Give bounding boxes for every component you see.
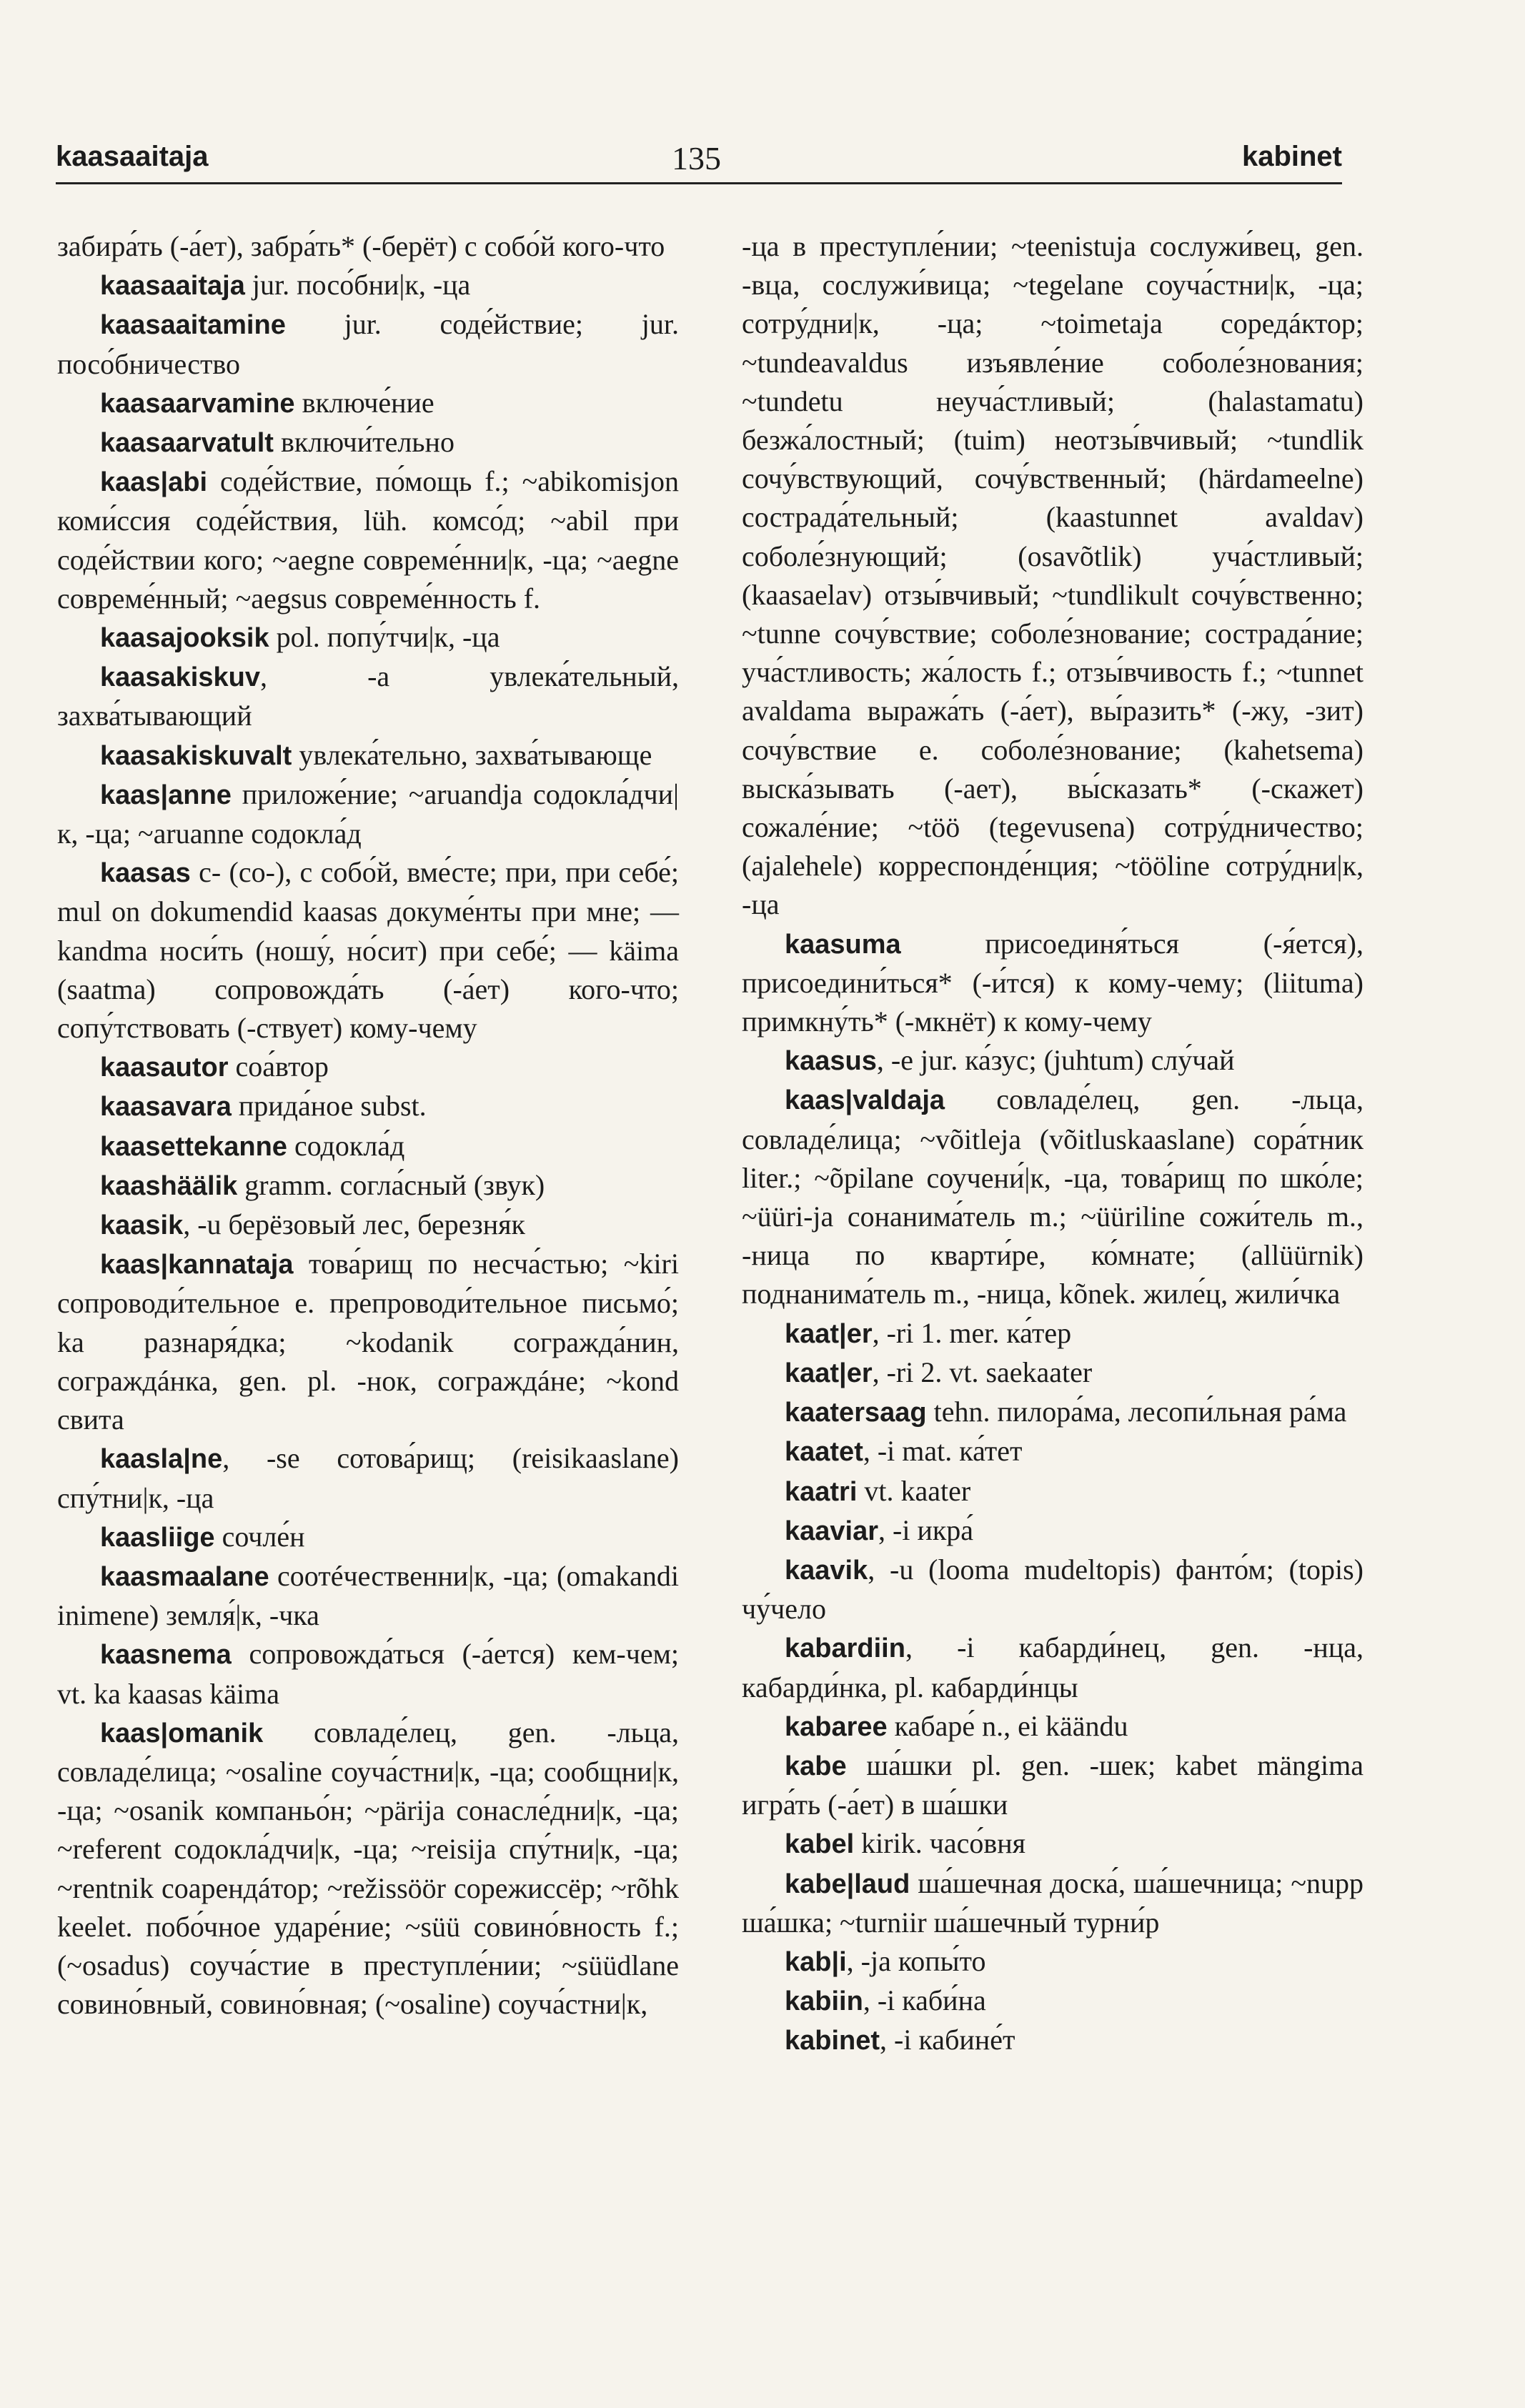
running-head	[56, 139, 1342, 184]
entry-text: , -e jur. ка́зус; (juhtum) слу́чай	[876, 1044, 1235, 1077]
entry-text: ша́шечная доска́, ша́шечница; ~nupp ша́шка; ~turniir ша́шечный турни́р	[742, 1866, 1363, 1939]
headword: kaasla|ne	[100, 1444, 223, 1475]
headword: kabe	[785, 1751, 847, 1781]
entry-text: содокла́д	[294, 1129, 405, 1162]
headword: kaat|er	[785, 1318, 873, 1349]
headword: kaas|omanik	[100, 1718, 264, 1748]
entry-text: , -ja копы́то	[846, 1944, 986, 1977]
entry-text: увлека́тельно, захва́тывающе	[299, 738, 652, 771]
entry-text: -ца в преступле́нии; ~teenistuja сослужи́вец, gen. -вца, сослужи́вица; ~tegelane соуча́стни|к, -ца; сотру́дни|к, -ца; ~toimetaja соредáктор; ~tundeavaldus изъявле́ние соболе́знования; ~tundetu неуча́стливый; (halastamatu) безжа́лостный; (tuim) неотзы́вчивый; ~tundlik сочу́вствующий, сочу́вственный; (härdameelne) сострада́тельный; (kaastunnet avaldav) соболе́знующий; (osavõtlik) уча́стливый; (kaasaelav) отзы́вчивый; ~tundlikult сочу́вственно; ~tunne сочу́вствие; соболе́знование; сострада́ние; уча́стливость; жа́лость f.; отзы́вчивость f.; ~tunnet avaldama выража́ть (-а́ет), вы́разить* (-жу, -зит) сочу́вствие e. соболе́знование; (kahetsema) выска́зывать (-ает), вы́сказать* (-скажет) сожале́ние; ~töö (tegevusena) сотру́дничество; (ajalehele) корреспонде́нция; ~tööline сотру́дни|к, -ца	[742, 230, 1363, 921]
dictionary-entry	[742, 1746, 1363, 1824]
entry-text: приложе́ние; ~aruandja содокла́дчи|к, -ца; ~aruanne содокла́д	[57, 777, 680, 850]
headword: kab|i	[785, 1946, 847, 1977]
headword: kabe|laud	[785, 1869, 910, 1899]
headword: kaasavara	[100, 1092, 232, 1123]
headword: kabel	[785, 1829, 855, 1860]
entry-text: кабаре́ n., ei käändu	[894, 1709, 1128, 1742]
entry-text: , -ri 2. vt. saekaater	[872, 1355, 1093, 1388]
headword: kaasakiskuv	[100, 662, 260, 693]
entry-text: сопровожда́ться (-а́ется) кем-чем; vt. ka kaasas käima	[57, 1638, 679, 1710]
dictionary-entry	[57, 1635, 679, 1713]
entry-text: pol. попу́тчи|к, -ца	[276, 621, 500, 654]
headword: kaasaarvatult	[100, 428, 274, 459]
dictionary-entry	[742, 1942, 1363, 1981]
entry-text: совладе́лец, gen. -льца, совладе́лица; ~võitleja (võitluskaaslane) сора́тник liter.; ~õpilane соучени́|к, -ца, това́рищ по шко́ле; ~üüri-ja сонанима́тель m.; ~üüriline сожи́тель m., -ница по кварти́ре, ко́мнате; (allüürnik) поднанима́тель m., -ница, kõnek. жиле́ц, жили́чка	[742, 1083, 1363, 1310]
headword: kabinet	[785, 2026, 880, 2056]
entry-text: соотéчественни|к, -ца; (omakandi inimene) земля́|к, -чка	[57, 1559, 679, 1632]
dictionary-entry	[742, 2021, 1363, 2060]
entry-text: , -i каби́на	[863, 1984, 986, 2017]
headword: kaasliige	[100, 1522, 215, 1553]
entry-text: включи́тельно	[280, 426, 454, 459]
headword: kaas|valdaja	[785, 1085, 945, 1116]
headword: kaasettekanne	[100, 1131, 287, 1162]
headword: kabiin	[785, 1986, 863, 2017]
headword: kaasmaalane	[100, 1561, 269, 1592]
headword: kabardiin	[785, 1633, 905, 1664]
right-column	[742, 227, 1363, 2061]
dictionary-entry	[57, 1713, 679, 2024]
headword: kaashäälik	[100, 1170, 238, 1201]
entry-continuation	[742, 227, 1363, 925]
dictionary-entry	[57, 1245, 679, 1439]
headword: kaaviar	[785, 1516, 879, 1546]
entry-text: , -i икра́	[878, 1513, 974, 1546]
headword: kaasas	[100, 858, 191, 889]
entry-text: tehn. пилора́ма, лесопи́льная ра́ма	[933, 1395, 1347, 1428]
headword: kaatersaag	[785, 1398, 927, 1428]
entry-text: сочле́н	[222, 1520, 305, 1553]
entry-text: , -i кабине́т	[880, 2024, 1015, 2056]
dictionary-entry	[742, 1393, 1363, 1432]
entry-text: jur. посо́бни|к, -ца	[252, 269, 471, 302]
dictionary-entry	[57, 1127, 679, 1166]
dictionary-entry	[57, 305, 679, 383]
entry-text: присоединя́ться (-я́ется), присоедини́ться* (-и́тся) к кому-чему; (liituma) примкну́ть* (-мкнёт) к кому-чему	[742, 927, 1363, 1038]
entry-continuation	[57, 227, 679, 266]
dictionary-entry	[57, 266, 679, 305]
page-number: 135	[672, 140, 721, 176]
entry-text: совладе́лец, gen. -льца, совладе́лица; ~osaline соуча́стни|к, -ца; сообщни|к, -ца; ~osanik компаньо́н; ~pärija сонасле́дни|к, -ца; ~referent содокла́дчи|к, -ца; ~reisija спу́тни|к, -ца; ~rentnik соарендáтор; ~režissöör сорежиссёр; ~rõhk keelet. побо́чное ударе́ние; ~süü совино́вность f.; (~osadus) соуча́стие в преступле́нии; ~süüdlane совино́вный, совино́вная; (~osaline) соуча́стни|к,	[57, 1716, 679, 2021]
headword: kaatet	[785, 1437, 863, 1468]
dictionary-entry	[57, 1087, 679, 1126]
headword: kaasnema	[100, 1640, 232, 1671]
dictionary-entry	[742, 1628, 1363, 1706]
headword: kaasautor	[100, 1053, 229, 1083]
dictionary-entry	[57, 1439, 679, 1517]
dictionary-page	[56, 0, 1364, 2408]
dictionary-entry	[742, 1511, 1363, 1551]
headword: kaasus	[785, 1046, 877, 1077]
entry-text: gramm. согла́сный (звук)	[244, 1168, 545, 1201]
dictionary-entry	[742, 1707, 1363, 1746]
entry-text: , -se сотова́рищ; (reisikaaslane) спу́тни|к, -ца	[57, 1442, 679, 1514]
dictionary-entry	[742, 1981, 1363, 2021]
dictionary-entry	[57, 657, 679, 735]
entry-text: vt. kaater	[864, 1474, 971, 1507]
headword: kaat|er	[785, 1358, 873, 1388]
entry-text: , -i кабарди́нец, gen. -нца, кабарди́нка, pl. кабарди́нцы	[742, 1631, 1363, 1703]
headword: kaatri	[785, 1476, 858, 1507]
entry-text: с- (со-), с собо́й, вме́сте; при, при себе́; mul on dokumendid kaasas докуме́нты при мне; — kandma носи́ть (ношу́, но́сит) при себе́; — käima (saatma) сопровожда́ть (-а́ет) кого-что; сопу́тствовать (-ствует) кому-чему	[57, 856, 680, 1045]
dictionary-entry	[57, 853, 679, 1048]
entry-text: , -ri 1. mer. ка́тер	[872, 1316, 1072, 1349]
running-head-first-entry: kaasaaitaja	[56, 141, 209, 172]
entry-text: , -a увлека́тельный, захва́тывающий	[57, 660, 679, 732]
entry-text: соа́втор	[235, 1050, 329, 1083]
left-column	[57, 227, 679, 2024]
running-head-last-entry: kabinet	[1241, 141, 1342, 172]
headword: kabaree	[785, 1711, 888, 1742]
headword: kaasaaitaja	[100, 271, 245, 302]
entry-text: , -u берёзовый лес, березня́к	[183, 1208, 525, 1241]
dictionary-entry	[57, 618, 679, 657]
dictionary-entry	[742, 1864, 1363, 1942]
headword: kaasajooksik	[100, 623, 269, 654]
dictionary-entry	[57, 1205, 679, 1245]
headword: kaasaaitamine	[100, 310, 286, 341]
dictionary-entry	[57, 1557, 679, 1635]
dictionary-entry	[57, 736, 679, 775]
entry-text: соде́йствие, по́мощь f.; ~abikomisjon коми́ссия соде́йствия, lüh. комсо́д; ~abil при соде́йствии кого; ~aegne совреме́нни|к, -ца; ~aegne совреме́нный; ~aegsus совреме́нность f.	[57, 465, 679, 615]
headword: kaasik	[100, 1210, 184, 1241]
dictionary-entry	[742, 1824, 1363, 1864]
headword: kaas|abi	[100, 467, 208, 498]
dictionary-entry	[742, 1472, 1363, 1511]
entry-text: забира́ть (-а́ет), забра́ть* (-берёт) с собо́й кого-что	[57, 230, 665, 262]
entry-text: ша́шки pl. gen. -шек; kabet mängima игра́ть (-а́ет) в ша́шки	[742, 1748, 1364, 1821]
entry-text: kirik. часо́вня	[861, 1827, 1026, 1860]
dictionary-entry	[742, 1353, 1363, 1393]
headword: kaas|kannataja	[100, 1250, 294, 1280]
headword: kaas|anne	[100, 780, 232, 810]
dictionary-entry	[57, 1518, 679, 1557]
dictionary-entry	[57, 423, 679, 462]
entry-text: , -u (looma mudeltopis) фанто́м; (topis) чу́чело	[742, 1553, 1363, 1626]
dictionary-entry	[742, 1041, 1363, 1080]
headword: kaasaarvamine	[100, 388, 295, 419]
entry-text: прида́ное subst.	[238, 1090, 427, 1123]
headword: kaavik	[785, 1555, 868, 1586]
dictionary-entry	[742, 1080, 1363, 1313]
dictionary-entry	[57, 462, 679, 618]
headword: kaasuma	[785, 929, 901, 960]
entry-text: това́рищ по несча́стью; ~kiri сопроводи́тельное e. препроводи́тельное письмо́; ka разнаря́дка; ~kodanik согражда́нин, сограждáнка, gen. pl. -нок, сограждáне; ~kond свита	[57, 1248, 679, 1436]
dictionary-entry	[742, 1432, 1363, 1471]
dictionary-entry	[57, 1166, 679, 1205]
entry-text: jur. соде́йствие; jur. посо́бничество	[57, 308, 679, 380]
dictionary-entry	[57, 1048, 679, 1087]
dictionary-entry	[742, 925, 1363, 1042]
dictionary-entry	[57, 384, 679, 423]
dictionary-entry	[57, 775, 679, 853]
entry-text: , -i mat. ка́тет	[863, 1435, 1023, 1468]
entry-text: включе́ние	[302, 386, 434, 419]
dictionary-entry	[742, 1314, 1363, 1353]
dictionary-entry	[742, 1551, 1363, 1628]
headword: kaasakiskuvalt	[100, 740, 292, 771]
